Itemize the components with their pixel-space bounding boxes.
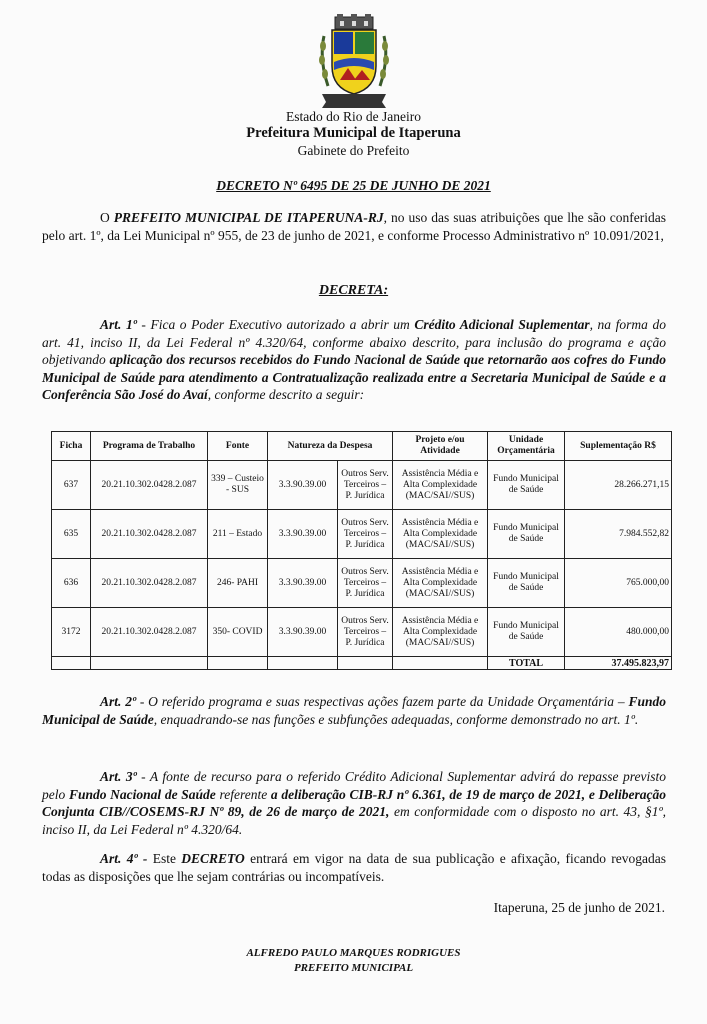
- article-1-bold-2: aplicação dos recursos recebidos do Fundo Nacional de Saúde que retornarão aos cofres do Fundo Municipal de Saúde para atendimento a Contratualização realizada entre a Secretaria Municipal de Saúde e a Conferência São José do Avaí: [42, 352, 666, 403]
- signature-name: ALFREDO PAULO MARQUES RODRIGUES: [246, 947, 461, 959]
- supplementation-table: [51, 431, 672, 670]
- article-1-label: Art. 1º: [100, 317, 137, 332]
- article-1-text-3: , conforme descrito a seguir:: [207, 387, 365, 403]
- article-3-text-2: referente: [215, 786, 271, 802]
- cell-programa: 20.21.10.302.0428.2.087: [91, 461, 208, 510]
- cell-fonte: 350- COVID: [208, 608, 268, 657]
- cell-fonte: 246- PAHI: [208, 559, 268, 608]
- article-3-text-1: - A fonte de recurso para o referido Crédito Adicional Suplementar advirá do repasse previsto pelo: [42, 769, 667, 802]
- cell-fonte: 211 – Estado: [208, 510, 268, 559]
- cell-natureza-code: 3.3.90.39.00: [268, 461, 338, 510]
- cell-natureza-code: 3.3.90.39.00: [268, 608, 338, 657]
- article-1-bold-1: Crédito Adicional Suplementar: [414, 317, 590, 332]
- article-2-bold-1: Fundo Municipal de Saúde: [42, 694, 666, 727]
- preamble-mayor: PREFEITO MUNICIPAL DE ITAPERUNA-RJ: [113, 210, 384, 225]
- cell-ficha: 637: [52, 461, 91, 510]
- article-4-bold-1: DECRETO: [181, 851, 245, 866]
- col-natureza: Natureza da Despesa: [268, 432, 393, 461]
- cell-ficha: 635: [52, 510, 91, 559]
- cell-valor: 480.000,00: [565, 608, 672, 657]
- cell-valor: 765.000,00: [565, 559, 672, 608]
- cell-natureza-desc: Outros Serv. Terceiros – P. Jurídica: [338, 559, 393, 608]
- article-4-text-2: entrará em vigor na data de sua publicação e afixação, ficando revogadas todas as disposições que lhe sejam contrárias ou incompatíveis.: [42, 851, 666, 884]
- col-unidade: Unidade Orçamentária: [488, 432, 565, 461]
- cell-unidade: Fundo Municipal de Saúde: [488, 559, 565, 608]
- article-3-text-3: em conformidade com o disposto no art. 43, §1º, inciso II, da Lei Federal nº 4.320/64.: [42, 804, 667, 837]
- article-3-label: Art. 3º: [100, 769, 137, 784]
- cell-natureza-desc: Outros Serv. Terceiros – P. Jurídica: [338, 510, 393, 559]
- preamble-text-2: , no uso das suas atribuições que lhe são conferidas pelo art. 1º, da Lei Municipal nº 955, de 23 de junho de 2021, e conforme Processo Administrativo nº 10.091/2021,: [42, 210, 666, 243]
- article-2-text-1: - O referido programa e suas respectivas ações fazem parte da Unidade Orçamentária –: [136, 694, 629, 709]
- cell-valor: 7.984.552,82: [565, 510, 672, 559]
- article-1-text-1: - Fica o Poder Executivo autorizado a abrir um: [136, 317, 415, 332]
- office-name: Gabinete do Prefeito: [297, 143, 410, 158]
- article-2: [42, 693, 666, 728]
- article-4-text-1: Este: [147, 851, 182, 866]
- city-hall-name: Prefeitura Municipal de Itaperuna: [246, 125, 461, 141]
- article-1-text-2: , na forma do art. 41, inciso II, da Lei Federal nº 4.320/64, conforme abaixo descrito, para inclusão do programa e ação objetivando: [42, 317, 666, 368]
- article-1: [42, 316, 666, 404]
- cell-programa: 20.21.10.302.0428.2.087: [91, 510, 208, 559]
- cell-projeto: Assistência Média e Alta Complexidade (MAC/SAI//SUS): [393, 510, 488, 559]
- cell-projeto: Assistência Média e Alta Complexidade (MAC/SAI//SUS): [393, 608, 488, 657]
- cell-programa: 20.21.10.302.0428.2.087: [91, 608, 208, 657]
- cell-projeto: Assistência Média e Alta Complexidade (MAC/SAI//SUS): [393, 559, 488, 608]
- decree-title: DECRETO Nº 6495 DE 25 DE JUNHO DE 2021: [216, 178, 491, 193]
- cell-projeto: Assistência Média e Alta Complexidade (MAC/SAI//SUS): [393, 461, 488, 510]
- col-ficha: Ficha: [52, 432, 91, 461]
- cell-unidade: Fundo Municipal de Saúde: [488, 461, 565, 510]
- date-line: Itaperuna, 25 de junho de 2021.: [493, 900, 665, 915]
- preamble-text-1: O: [100, 210, 114, 225]
- col-programa: Programa de Trabalho: [91, 432, 208, 461]
- cell-natureza-code: 3.3.90.39.00: [268, 559, 338, 608]
- total-label: TOTAL: [488, 657, 565, 670]
- cell-fonte: 339 – Custeio - SUS: [208, 461, 268, 510]
- cell-unidade: Fundo Municipal de Saúde: [488, 510, 565, 559]
- table-row: [52, 461, 672, 510]
- cell-natureza-desc: Outros Serv. Terceiros – P. Jurídica: [338, 461, 393, 510]
- table-total-row: [52, 657, 672, 670]
- signature-role: PREFEITO MUNICIPAL: [293, 962, 414, 974]
- table-row: [52, 510, 672, 559]
- article-2-text-2: , enquadrando-se nas funções e subfunções adequadas, conforme demonstrado no art. 1º.: [153, 711, 639, 727]
- cell-natureza-desc: Outros Serv. Terceiros – P. Jurídica: [338, 608, 393, 657]
- cell-natureza-code: 3.3.90.39.00: [268, 510, 338, 559]
- article-3-bold-1: Fundo Nacional de Saúde: [68, 786, 216, 802]
- total-value: 37.495.823,97: [565, 657, 672, 670]
- article-3-bold-2: a deliberação CIB-RJ nº 6.361, de 19 de março de 2021, e Deliberação Conjunta CIB//COSEMS-RJ Nº 89, de 26 de março de 2021,: [42, 786, 666, 820]
- table-row: [52, 608, 672, 657]
- article-4-label: Art. 4º -: [100, 851, 148, 866]
- cell-ficha: 3172: [52, 608, 91, 657]
- col-suplementacao: Suplementação R$: [565, 432, 672, 461]
- municipal-crest-icon: [318, 14, 390, 110]
- table-row: [52, 559, 672, 608]
- cell-programa: 20.21.10.302.0428.2.087: [91, 559, 208, 608]
- article-2-label: Art. 2º: [100, 694, 137, 709]
- cell-unidade: Fundo Municipal de Saúde: [488, 608, 565, 657]
- state-name: Estado do Rio de Janeiro: [286, 109, 421, 124]
- article-4: [42, 850, 666, 885]
- cell-ficha: 636: [52, 559, 91, 608]
- col-projeto: Projeto e/ou Atividade: [393, 432, 488, 461]
- table-header-row: [52, 432, 672, 461]
- decreta-heading: DECRETA:: [318, 283, 389, 298]
- article-3: [42, 768, 666, 838]
- col-fonte: Fonte: [208, 432, 268, 461]
- cell-valor: 28.266.271,15: [565, 461, 672, 510]
- preamble-paragraph: [42, 209, 666, 244]
